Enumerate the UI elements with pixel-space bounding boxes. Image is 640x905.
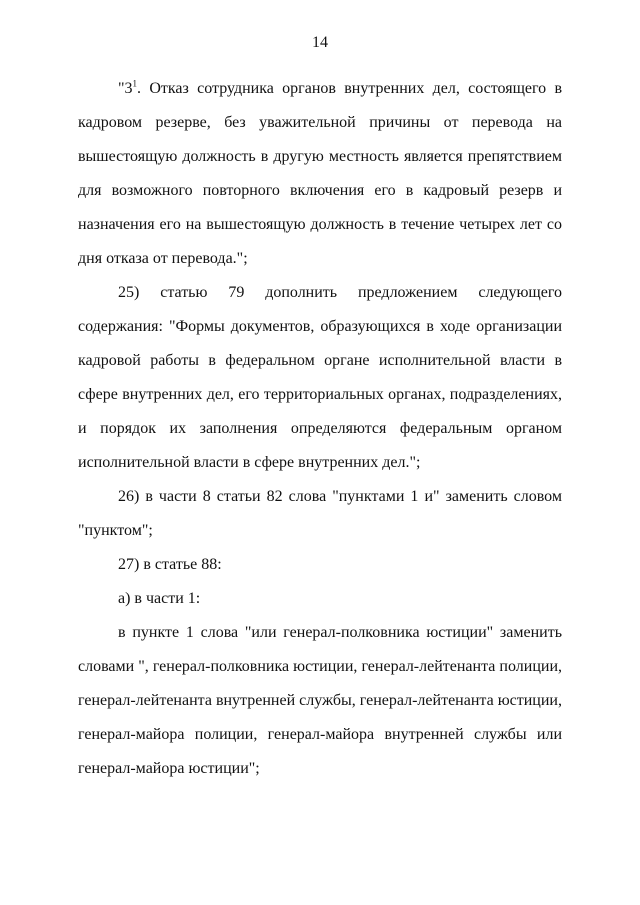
paragraph-item-26: 26) в части 8 статьи 82 слова "пунктами 1 и" заменить словом "пунктом"; — [78, 488, 562, 539]
paragraph-point-1: в пункте 1 слова "или генерал-полковника юстиции" заменить словами ", генерал-полковника юстиции, генерал-лейтенанта полиции, генерал-лейтенанта внутренней службы, генерал-лейтенанта юстиции, генерал-майора полиции, генерал-майора внутренней службы или генерал-майора юстиции"; — [78, 624, 562, 777]
paragraph-text: . Отказ сотрудника органов внутренних дел, состоящего в кадровом резерве, без уважительной причины от перевода на вышестоящую должность в другую местность является препятствием для возможного повторного включения его в кадровый резерв и назначения его на вышестоящую должность в течение четырех лет со дня отказа от перевода."; — [78, 80, 562, 267]
paragraph-subitem-a: а) в части 1: — [118, 590, 201, 607]
superscript-marker: 1 — [132, 78, 138, 89]
paragraph-prefix: "3 — [118, 80, 133, 97]
paragraph-item-25: 25) статью 79 дополнить предложением следующего содержания: "Формы документов, образующихся в ходе организации кадровой работы в федеральном органе исполнительной власти в сфере внутренних дел, его территориальных органах, подразделениях, и порядок их заполнения определяются федеральным органом исполнительной власти в сфере внутренних дел."; — [78, 284, 562, 471]
document-body — [78, 72, 562, 786]
page-number: 14 — [312, 34, 328, 51]
paragraph-item-27: 27) в статье 88: — [118, 556, 222, 573]
paragraph-article-3-1 — [78, 72, 562, 276]
